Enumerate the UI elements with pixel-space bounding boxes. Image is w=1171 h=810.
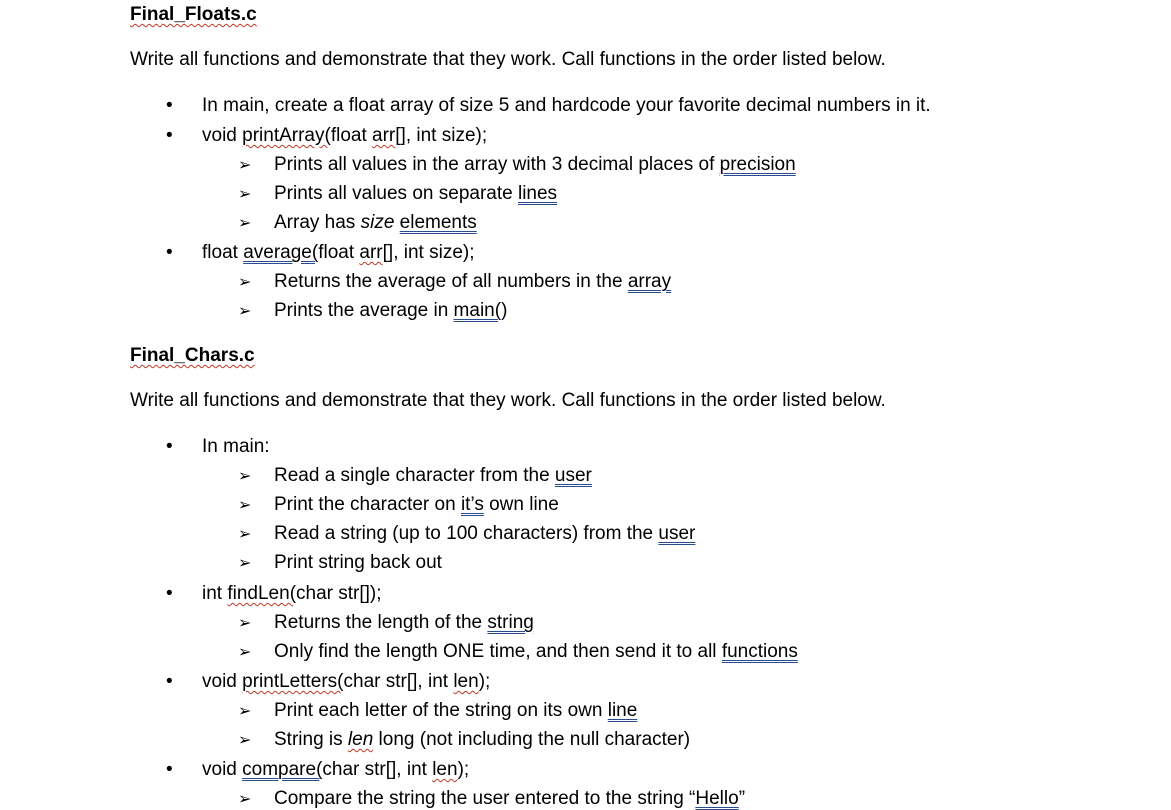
text-run: char str[], int	[343, 671, 454, 692]
arrow-bullet-icon: ➢	[238, 791, 252, 808]
sub-list-item	[238, 729, 691, 751]
sub-list-item	[238, 641, 798, 663]
function-name: average(	[243, 242, 319, 263]
text-run: Prints all values in the array with 3 decimal places of	[274, 154, 720, 175]
sub-list-item	[238, 700, 638, 722]
list-item	[202, 583, 382, 605]
grammar-mark: elements	[399, 212, 477, 233]
arrow-bullet-icon: ➢	[238, 468, 252, 485]
text-run: char str[], int	[322, 759, 433, 780]
text-run: int	[202, 583, 228, 604]
param-name: len	[453, 671, 479, 692]
grammar-mark: it’s	[460, 494, 484, 515]
text-run: Read a single character from the	[274, 465, 555, 486]
grammar-mark: array	[627, 271, 672, 292]
grammar-mark: precision	[719, 154, 796, 175]
text-run: )	[501, 300, 508, 321]
text-run: Prints the average in	[274, 300, 454, 321]
text-run: Print string back out	[274, 552, 442, 573]
sub-list-item	[238, 154, 796, 176]
arrow-bullet-icon: ➢	[238, 732, 252, 749]
sub-list-item	[238, 612, 534, 634]
italic-text: size	[360, 212, 395, 233]
arrow-bullet-icon: ➢	[238, 274, 252, 291]
arrow-bullet-icon: ➢	[238, 555, 252, 572]
param-name: len	[432, 759, 458, 780]
text-run: String is	[274, 729, 348, 750]
sub-list-item	[238, 212, 477, 234]
text-run: [], int size);	[395, 125, 488, 146]
sub-list-item	[238, 183, 558, 205]
function-name: printArray(	[242, 125, 331, 146]
text-run: void	[202, 759, 243, 780]
text-run: Print the character on	[274, 494, 461, 515]
list-item	[202, 671, 490, 693]
text-run: own line	[483, 494, 559, 515]
list-item: • In main:	[202, 436, 270, 458]
text-run: Print each letter of the string on its own	[274, 700, 608, 721]
param-name: arr	[372, 125, 396, 146]
list-item	[202, 242, 475, 264]
text-run: Returns the length of the	[274, 612, 488, 633]
arrow-bullet-icon: ➢	[238, 703, 252, 720]
arrow-bullet-icon: ➢	[238, 157, 252, 174]
function-name: printLetters(	[242, 671, 344, 692]
arrow-bullet-icon: ➢	[238, 215, 252, 232]
function-name: compare(	[242, 759, 323, 780]
sub-list-item	[238, 523, 696, 545]
section-intro-floats: Write all functions and demonstrate that they work. Call functions in the order listed below.	[130, 49, 886, 70]
list-item	[202, 759, 469, 781]
text-run: Read a string (up to 100 characters) from the	[274, 523, 659, 544]
sub-list-item	[238, 271, 672, 293]
text-run: char str[]);	[296, 583, 382, 604]
section-heading-floats: Final_Floats.c	[130, 4, 257, 25]
section-intro-chars: Write all functions and demonstrate that they work. Call functions in the order listed below.	[130, 390, 886, 411]
text-run: void	[202, 125, 243, 146]
arrow-bullet-icon: ➢	[238, 644, 252, 661]
text-run: float	[202, 242, 244, 263]
arrow-bullet-icon: ➢	[238, 186, 252, 203]
text-run: ”	[738, 788, 746, 809]
arrow-bullet-icon: ➢	[238, 497, 252, 514]
text-run: Array has	[274, 212, 361, 233]
grammar-mark: user	[658, 523, 696, 544]
text-run: void	[202, 671, 243, 692]
grammar-mark: main(	[453, 300, 502, 321]
grammar-mark: lines	[517, 183, 558, 204]
sub-list-item	[238, 552, 442, 574]
sub-list-item	[238, 300, 508, 322]
text-run: Only find the length ONE time, and then send it to all	[274, 641, 722, 662]
sub-list-item	[238, 465, 592, 487]
function-name: findLen(	[227, 583, 297, 604]
text-run: float	[318, 242, 360, 263]
text-run: Compare the string the user entered to the string “	[274, 788, 696, 809]
text-run: float	[330, 125, 373, 146]
text-run: [], int size);	[382, 242, 475, 263]
text-run: long (not including the null character)	[373, 729, 691, 750]
grammar-mark: Hello	[695, 788, 739, 809]
text-run: );	[457, 759, 470, 780]
param-name: arr	[359, 242, 383, 263]
grammar-mark: user	[554, 465, 592, 486]
italic-text: len	[347, 729, 374, 750]
sub-list-item	[238, 494, 559, 516]
arrow-bullet-icon: ➢	[238, 526, 252, 543]
grammar-mark: functions	[721, 641, 798, 662]
section-heading-chars: Final_Chars.c	[130, 345, 255, 366]
list-item	[202, 125, 487, 147]
arrow-bullet-icon: ➢	[238, 615, 252, 632]
arrow-bullet-icon: ➢	[238, 303, 252, 320]
sub-list-item	[238, 788, 746, 810]
grammar-mark: string	[487, 612, 534, 633]
text-run: Prints all values on separate	[274, 183, 518, 204]
text-run: );	[478, 671, 491, 692]
text-run: Returns the average of all numbers in the	[274, 271, 628, 292]
grammar-mark: line	[607, 700, 638, 721]
list-item: • In main, create a float array of size 5 and hardcode your favorite decimal numbers in it.	[202, 95, 931, 117]
